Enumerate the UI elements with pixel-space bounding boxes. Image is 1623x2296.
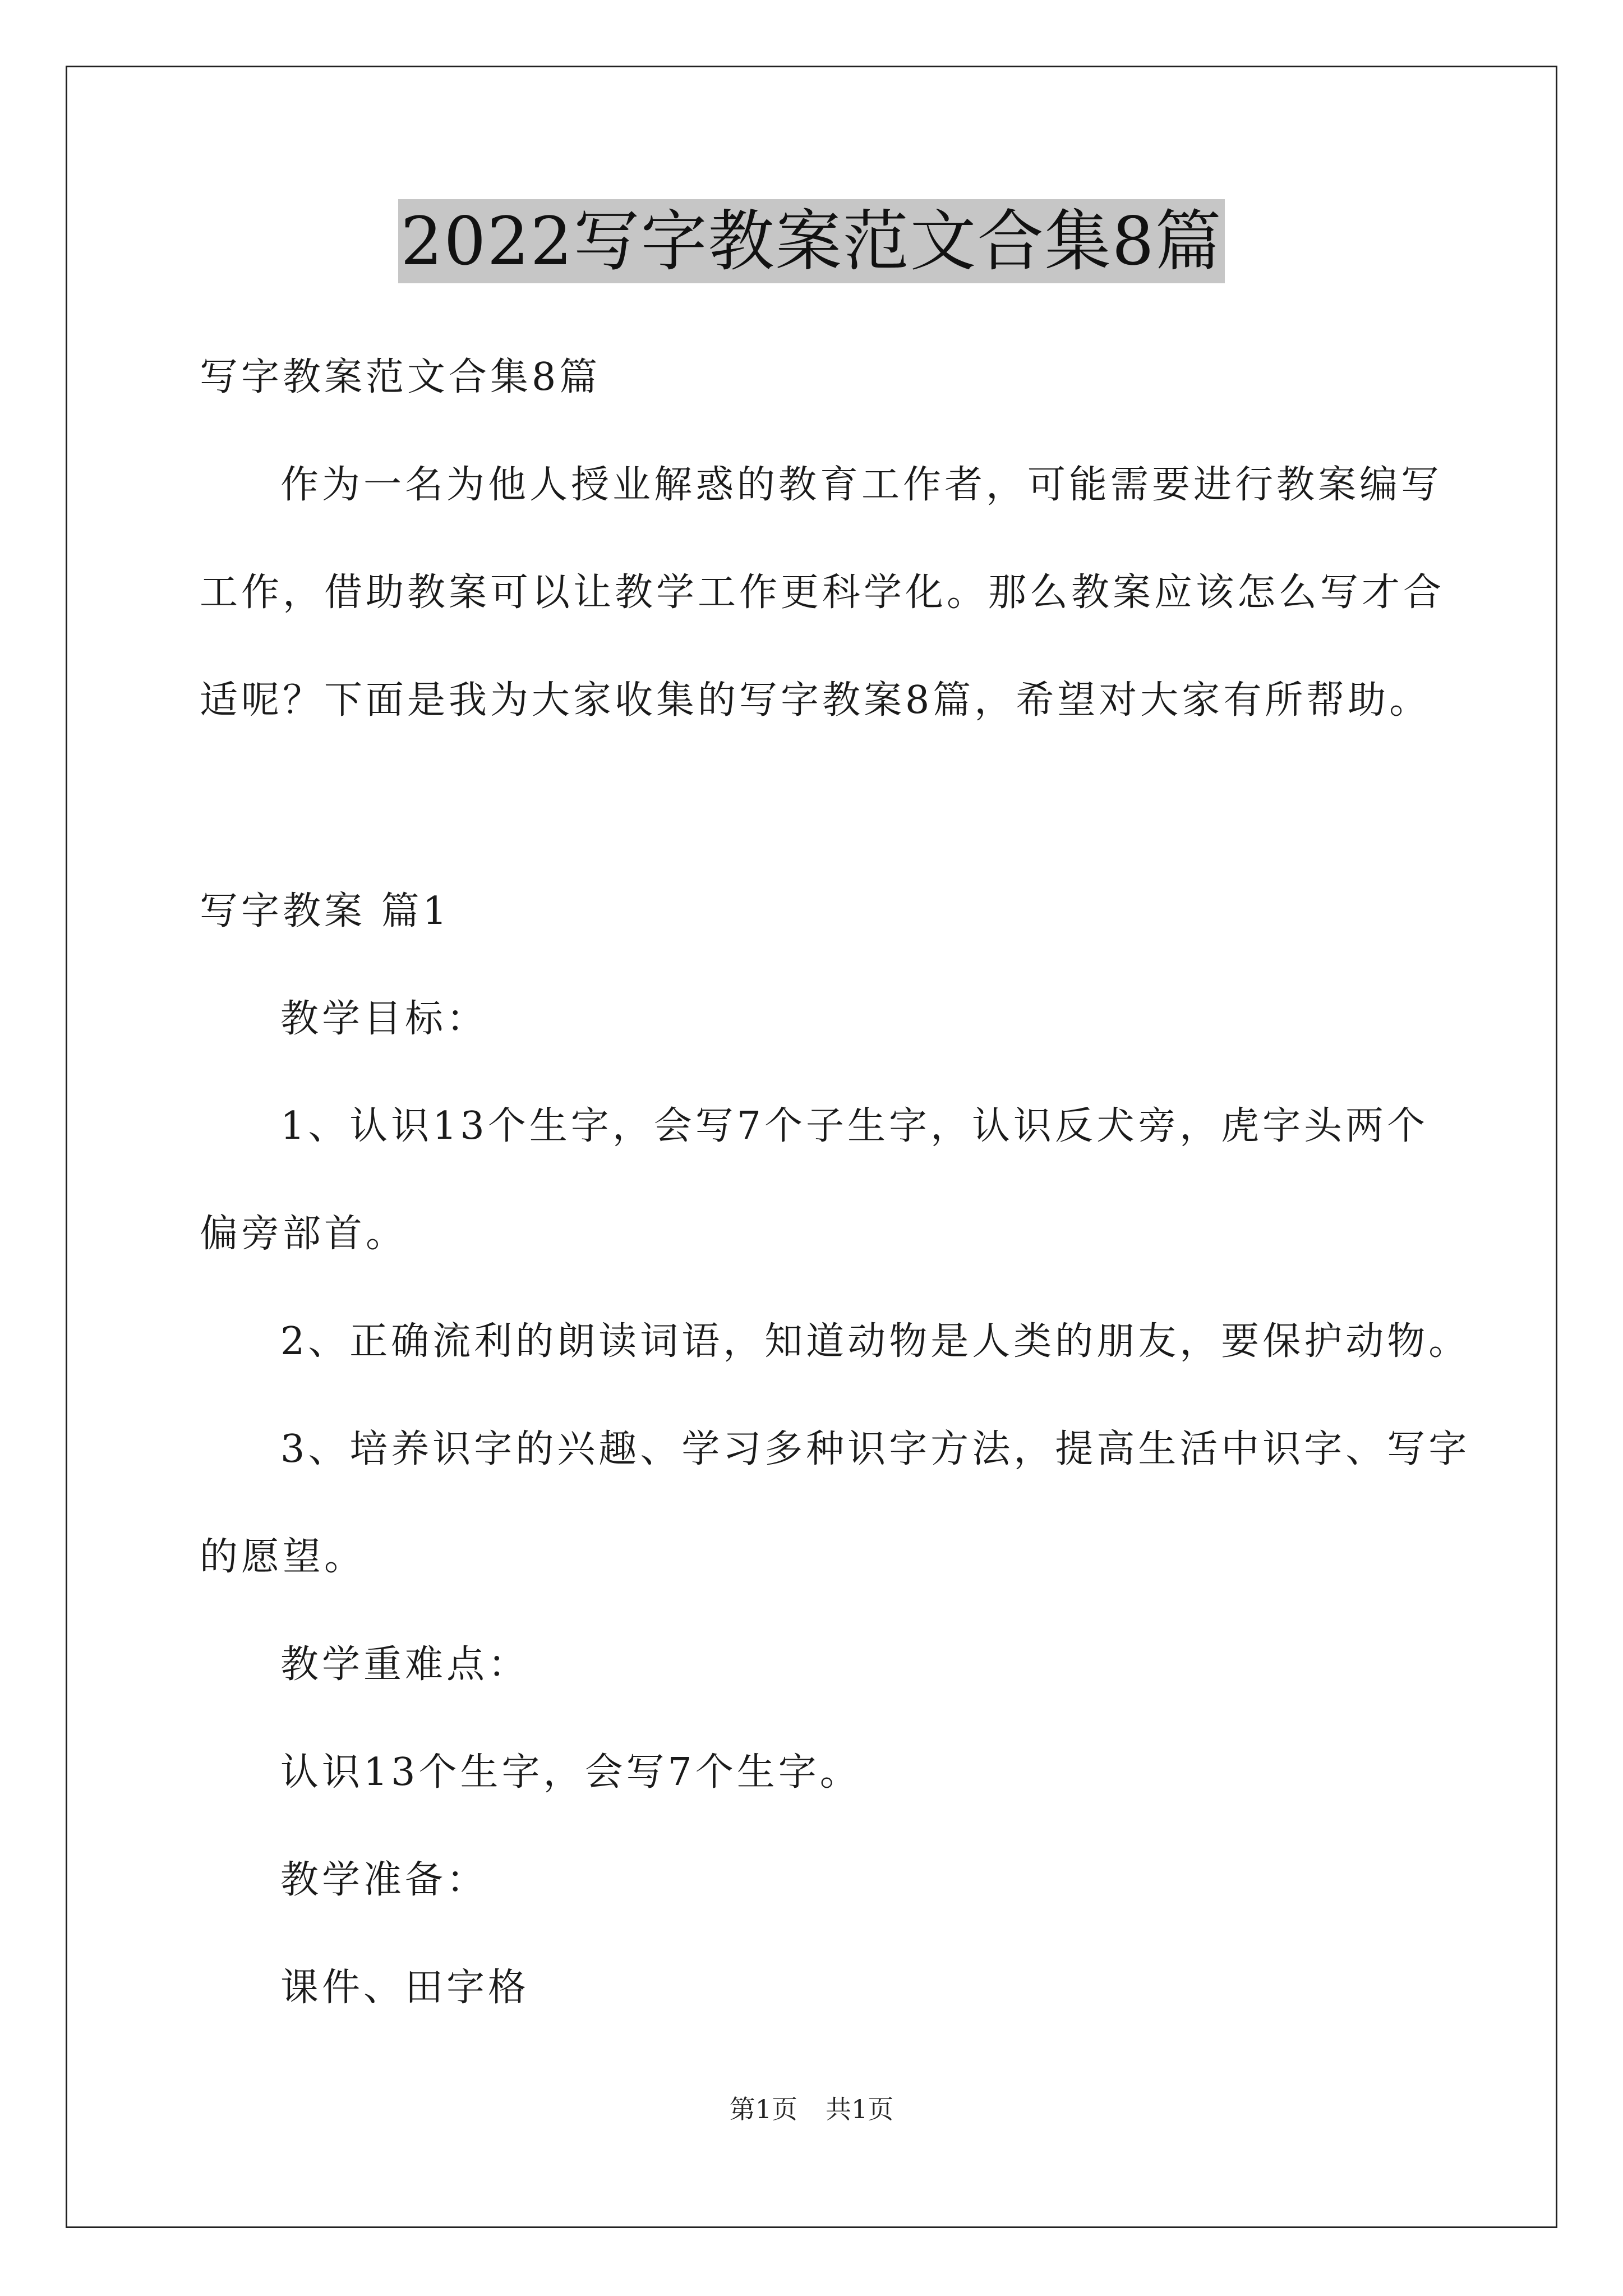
page-footer <box>0 2092 1623 2126</box>
objectives-heading: 教学目标： <box>280 997 488 1041</box>
page-total: 共1页 <box>826 2094 894 2124</box>
title-container <box>0 199 1623 283</box>
document-subtitle: 写字教案范文合集8篇 <box>200 355 601 399</box>
preparation-heading: 教学准备： <box>280 1858 488 1902</box>
objective-2: 2、正确流利的朗读词语，知道动物是人类的朋友，要保护动物。 <box>280 1319 1470 1364</box>
preparation-text: 课件、田字格 <box>280 1966 530 2010</box>
key-points-text: 认识13个生字，会写7个生字。 <box>280 1750 861 1795</box>
page-number: 第1页 <box>729 2094 797 2124</box>
objective-1-line-2: 偏旁部首。 <box>200 1212 408 1256</box>
section-heading: 写字教案 篇1 <box>200 889 450 933</box>
document-title: 2022写字教案范文合集8篇 <box>398 199 1224 283</box>
intro-line-1: 作为一名为他人授业解惑的教育工作者，可能需要进行教案编写 <box>280 463 1443 507</box>
objective-1-line-1: 1、认识13个生字，会写7个子生字，认识反犬旁，虎字头两个 <box>280 1104 1429 1148</box>
objective-3-line-1: 3、培养识字的兴趣、学习多种识字方法，提高生活中识字、写字 <box>280 1427 1470 1471</box>
key-points-heading: 教学重难点： <box>280 1642 530 1687</box>
intro-line-2: 工作，借助教案可以让教学工作更科学化。那么教案应该怎么写才合 <box>200 570 1445 615</box>
objective-3-line-2: 的愿望。 <box>200 1535 366 1579</box>
intro-line-3: 适呢？下面是我为大家收集的写字教案8篇，希望对大家有所帮助。 <box>200 678 1431 723</box>
